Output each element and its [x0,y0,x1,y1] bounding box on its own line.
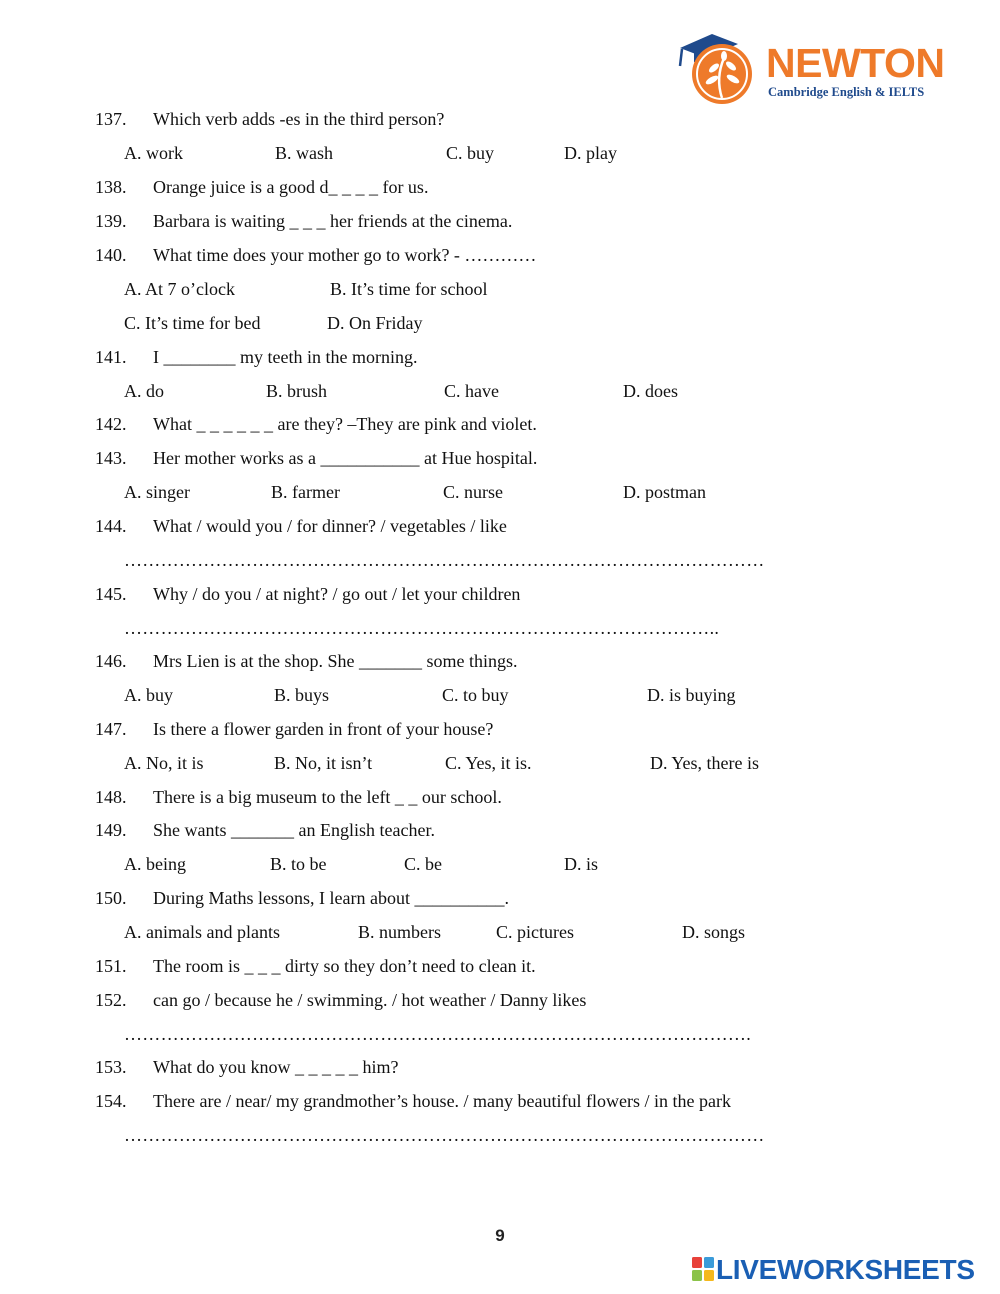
logo-subtitle: Cambridge English & IELTS [768,85,925,99]
question-152 [95,989,586,1011]
answer-line[interactable]: …………………………………………………………………………………….. [124,618,720,638]
option-b[interactable]: B. brush [266,381,328,401]
question-145 [95,583,520,605]
question-text: Her mother works as a ___________ at Hue hospital. [153,448,538,468]
option-a[interactable]: A. animals and plants [124,922,280,942]
question-141 [95,346,417,368]
question-number: 144. [95,516,127,536]
question-text[interactable]: What do you know _ _ _ _ _ him? [153,1057,399,1077]
question-text[interactable]: Barbara is waiting _ _ _ her friends at the cinema. [153,211,513,231]
question-text: There are / near/ my grandmother’s house. / many beautiful flowers / in the park [153,1091,731,1111]
option-a[interactable]: A. No, it is [124,753,204,773]
question-number: 151. [95,956,127,976]
question-138 [95,176,428,198]
question-number: 148. [95,787,127,807]
answer-line[interactable]: …………………………………………………………………………………………… [124,550,765,570]
option-d[interactable]: D. Yes, there is [650,753,760,773]
question-137 [95,108,444,130]
question-number: 138. [95,177,127,197]
question-number: 142. [95,414,127,434]
option-d[interactable]: D. does [623,381,678,401]
question-number: 137. [95,109,127,129]
question-154 [95,1090,731,1112]
option-a[interactable]: A. being [124,854,186,874]
option-c[interactable]: C. buy [446,143,495,163]
question-147 [95,718,493,740]
question-number: 140. [95,245,127,265]
option-c[interactable]: C. nurse [443,482,503,502]
option-d[interactable]: D. play [564,143,617,163]
question-150 [95,887,509,909]
question-151 [95,955,536,977]
question-number: 145. [95,584,127,604]
question-153 [95,1056,398,1078]
newton-emblem-icon [672,22,764,108]
option-a[interactable]: A. singer [124,482,190,502]
liveworksheets-brand: LIVEWORKSHEETS [716,1254,975,1285]
live-badge-icon [692,1257,714,1281]
option-b[interactable]: B. buys [274,685,330,705]
question-143 [95,447,537,469]
question-number: 149. [95,820,127,840]
question-number: 139. [95,211,127,231]
option-c[interactable]: C. Yes, it is. [445,753,532,773]
question-number: 154. [95,1091,127,1111]
question-text[interactable]: What _ _ _ _ _ _ are they? –They are pink and violet. [153,414,537,434]
question-text: I ________ my teeth in the morning. [153,347,418,367]
question-149 [95,819,435,841]
question-text: Why / do you / at night? / go out / let your children [153,584,521,604]
answer-line[interactable]: …………………………………………………………………………………………… [124,1125,765,1145]
question-146 [95,650,517,672]
option-a[interactable]: A. buy [124,685,173,705]
option-b[interactable]: B. farmer [271,482,340,502]
question-text[interactable]: The room is _ _ _ dirty so they don’t need to clean it. [153,956,536,976]
question-text: Is there a flower garden in front of your house? [153,719,494,739]
option-d[interactable]: D. postman [623,482,706,502]
question-142 [95,413,537,435]
question-text: Mrs Lien is at the shop. She _______ some things. [153,651,518,671]
option-b[interactable]: B. No, it isn’t [274,753,373,773]
page-number: 9 [495,1226,505,1245]
option-b[interactable]: B. to be [270,854,327,874]
option-c[interactable]: C. have [444,381,499,401]
question-number: 153. [95,1057,127,1077]
answer-line[interactable]: …………………………………………………………………………………………. [124,1024,751,1044]
question-text: She wants _______ an English teacher. [153,820,435,840]
question-text: What time does your mother go to work? - ………… [153,245,537,265]
option-c[interactable]: C. to buy [442,685,509,705]
question-text: During Maths lessons, I learn about __________. [153,888,509,908]
logo-name: NEWTON [766,40,945,86]
option-c[interactable]: C. It’s time for bed [124,313,261,333]
option-d[interactable]: D. is [564,854,599,874]
option-c[interactable]: C. be [404,854,442,874]
option-c[interactable]: C. pictures [496,922,574,942]
question-140 [95,244,536,266]
question-144 [95,515,507,537]
question-139 [95,210,512,232]
question-number: 143. [95,448,127,468]
newton-logo [672,22,945,108]
question-text: What / would you / for dinner? / vegetables / like [153,516,507,536]
question-text[interactable]: Orange juice is a good d_ _ _ _ for us. [153,177,429,197]
question-text[interactable]: There is a big museum to the left _ _ our school. [153,787,502,807]
question-text: can go / because he / swimming. / hot weather / Danny likes [153,990,587,1010]
question-148 [95,786,502,808]
option-d[interactable]: D. On Friday [327,313,423,333]
option-a[interactable]: A. work [124,143,183,163]
question-text: Which verb adds -es in the third person? [153,109,445,129]
question-number: 150. [95,888,127,908]
question-number: 152. [95,990,127,1010]
option-b[interactable]: B. It’s time for school [330,279,488,299]
option-a[interactable]: A. At 7 o’clock [124,279,235,299]
option-b[interactable]: B. numbers [358,922,441,942]
option-b[interactable]: B. wash [275,143,333,163]
question-number: 141. [95,347,127,367]
option-d[interactable]: D. songs [682,922,746,942]
question-number: 147. [95,719,127,739]
question-number: 146. [95,651,127,671]
option-a[interactable]: A. do [124,381,164,401]
option-d[interactable]: D. is buying [647,685,736,705]
